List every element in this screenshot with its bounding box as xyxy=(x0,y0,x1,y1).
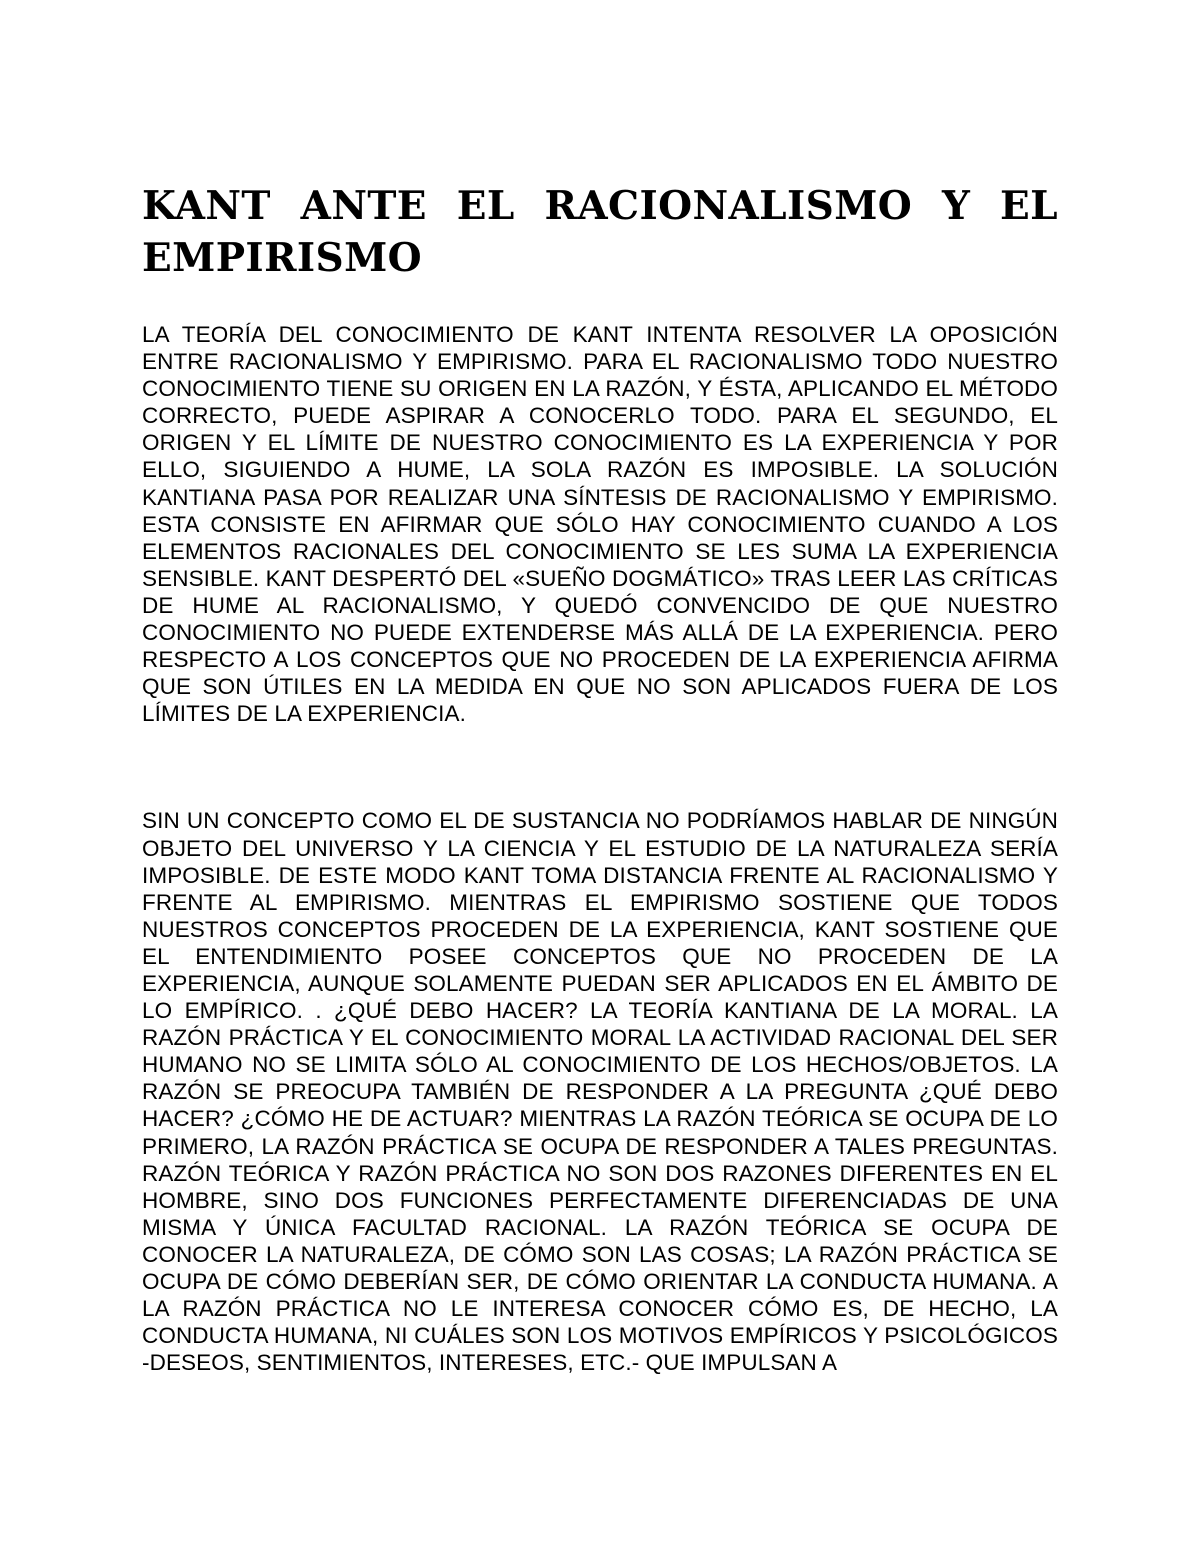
document-page xyxy=(142,180,1058,1376)
document-title: KANT ANTE EL RACIONALISMO Y EL EMPIRISMO xyxy=(142,183,1058,281)
paragraph-kant-synthesis: LA TEORÍA DEL CONOCIMIENTO DE KANT INTENTA RESOLVER LA OPOSICIÓN ENTRE RACIONALISMO Y EMPIRISMO. PARA EL RACIONALISMO TODO NUESTRO CONOCIMIENTO TIENE SU ORIGEN EN LA RAZÓN, Y ÉSTA, APLICANDO EL MÉTODO CORRECTO, PUEDE ASPIRAR A CONOCERLO TODO. PARA EL SEGUNDO, EL ORIGEN Y EL LÍMITE DE NUESTRO CONOCIMIENTO ES LA EXPERIENCIA Y POR ELLO, SIGUIENDO A HUME, LA SOLA RAZÓN ES IMPOSIBLE. LA SOLUCIÓN KANTIANA PASA POR REALIZAR UNA SÍNTESIS DE RACIONALISMO Y EMPIRISMO. ESTA CONSISTE EN AFIRMAR QUE SÓLO HAY CONOCIMIENTO CUANDO A LOS ELEMENTOS RACIONALES DEL CONOCIMIENTO SE LES SUMA LA EXPERIENCIA SENSIBLE. KANT DESPERTÓ DEL «SUEÑO DOGMÁTICO» TRAS LEER LAS CRÍTICAS DE HUME AL RACIONALISMO, Y QUEDÓ CONVENCIDO DE QUE NUESTRO CONOCIMIENTO NO PUEDE EXTENDERSE MÁS ALLÁ DE LA EXPERIENCIA. PERO RESPECTO A LOS CONCEPTOS QUE NO PROCEDEN DE LA EXPERIENCIA AFIRMA QUE SON ÚTILES EN LA MEDIDA EN QUE NO SON APLICADOS FUERA DE LOS LÍMITES DE LA EXPERIENCIA. xyxy=(142,322,1058,727)
paragraph-practical-reason: SIN UN CONCEPTO COMO EL DE SUSTANCIA NO PODRÍAMOS HABLAR DE NINGÚN OBJETO DEL UNIVERSO Y LA CIENCIA Y EL ESTUDIO DE LA NATURALEZA SERÍA IMPOSIBLE. DE ESTE MODO KANT TOMA DISTANCIA FRENTE AL RACIONALISMO Y FRENTE AL EMPIRISMO. MIENTRAS EL EMPIRISMO SOSTIENE QUE TODOS NUESTROS CONCEPTOS PROCEDEN DE LA EXPERIENCIA, KANT SOSTIENE QUE EL ENTENDIMIENTO POSEE CONCEPTOS QUE NO PROCEDEN DE LA EXPERIENCIA, AUNQUE SOLAMENTE PUEDAN SER APLICADOS EN EL ÁMBITO DE LO EMPÍRICO. . ¿QUÉ DEBO HACER? LA TEORÍA KANTIANA DE LA MORAL. LA RAZÓN PRÁCTICA Y EL CONOCIMIENTO MORAL LA ACTIVIDAD RACIONAL DEL SER HUMANO NO SE LIMITA SÓLO AL CONOCIMIENTO DE LOS HECHOS/OBJETOS. LA RAZÓN SE PREOCUPA TAMBIÉN DE RESPONDER A LA PREGUNTA ¿QUÉ DEBO HACER? ¿CÓMO HE DE ACTUAR? MIENTRAS LA RAZÓN TEÓRICA SE OCUPA DE LO PRIMERO, LA RAZÓN PRÁCTICA SE OCUPA DE RESPONDER A TALES PREGUNTAS. RAZÓN TEÓRICA Y RAZÓN PRÁCTICA NO SON DOS RAZONES DIFERENTES EN EL HOMBRE, SINO DOS FUNCIONES PERFECTAMENTE DIFERENCIADAS DE UNA MISMA Y ÚNICA FACULTAD RACIONAL. LA RAZÓN TEÓRICA SE OCUPA DE CONOCER LA NATURALEZA, DE CÓMO SON LAS COSAS; LA RAZÓN PRÁCTICA SE OCUPA DE CÓMO DEBERÍAN SER, DE CÓMO ORIENTAR LA CONDUCTA HUMANA. A LA RAZÓN PRÁCTICA NO LE INTERESA CONOCER CÓMO ES, DE HECHO, LA CONDUCTA HUMANA, NI CUÁLES SON LOS MOTIVOS EMPÍRICOS Y PSICOLÓGICOS -DESEOS, SENTIMIENTOS, INTERESES, ETC.- QUE IMPULSAN A xyxy=(142,808,1058,1376)
